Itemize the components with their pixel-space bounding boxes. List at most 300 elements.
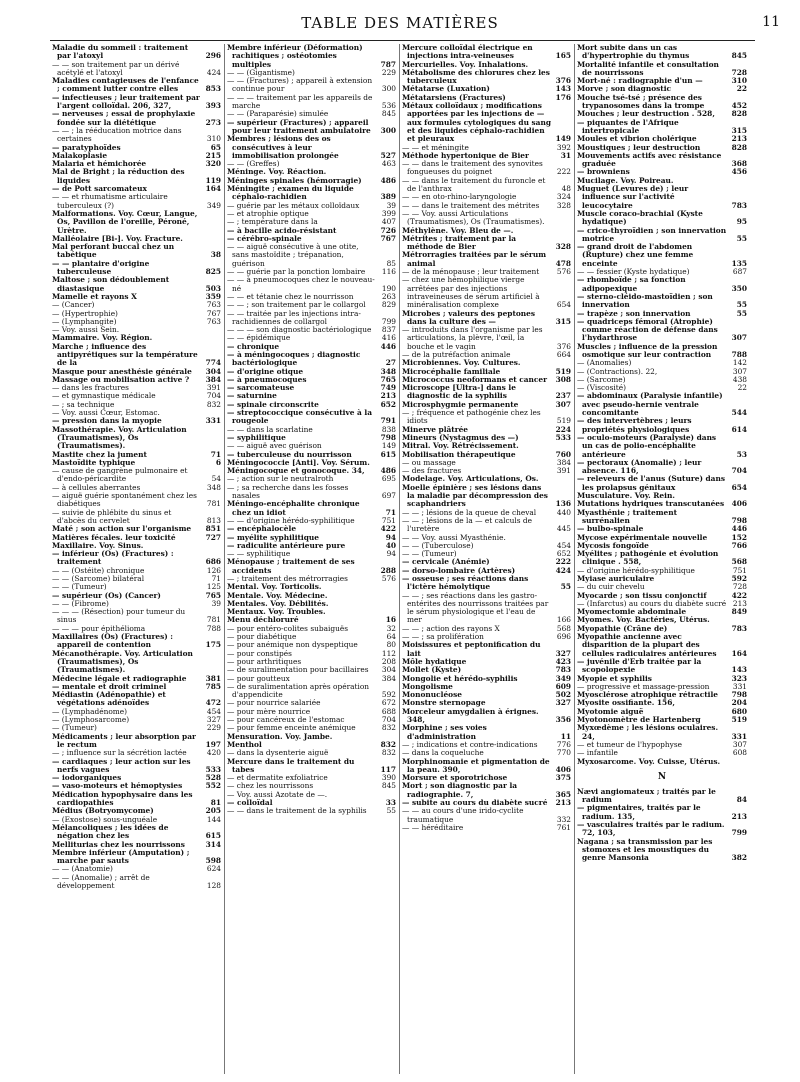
entry-page-ref: 165	[555, 51, 571, 61]
entry-text: — supérieur (Fractures) ; appareil pour leur traitement ambulatoire	[227, 117, 371, 135]
entry-text: — de la putréfaction animale	[402, 349, 511, 359]
entry-text: Membre inférieur (Déformation) rachitiques ; ostéotomies multiples	[227, 44, 363, 69]
entry-text: — — ; ses réactions dans les gastro-entérites des nourrissons traitées par le sérum physiologique et l'eau de mer	[402, 590, 549, 625]
entry-text: Mitral. Voy. Rétrécissement.	[402, 441, 519, 451]
entry-text: — quadriceps fémoral (Atrophie) comme réaction de défense dans l'hydarthrose	[577, 316, 718, 343]
entry-page-ref: 327	[206, 715, 221, 725]
index-entry	[52, 467, 221, 484]
entry-page-ref: 327	[555, 698, 571, 708]
index-entry	[52, 343, 221, 368]
entry-page-ref: 829	[381, 300, 396, 310]
entry-text: — — au cours d'une irido-cyclite traumatique	[402, 806, 524, 824]
entry-text: — (Viscosité)	[577, 383, 626, 393]
entry-text: — iodorganiques	[52, 773, 122, 783]
entry-page-ref: 672	[381, 698, 396, 708]
entry-text: — rhomboïde ; sa fonction adipopexique	[577, 275, 686, 293]
index-entry	[227, 77, 396, 94]
index-entry	[402, 782, 571, 799]
entry-page-ref: 94	[385, 532, 396, 542]
entry-page-ref: 368	[731, 159, 747, 169]
entry-text: Mineurs (Nystagmus des —)	[402, 432, 519, 442]
entry-text: — ; température dans la	[227, 217, 318, 227]
entry-page-ref: 27	[385, 358, 396, 368]
entry-text: Mort subite dans un cas d'hypertrophie du thymus	[577, 44, 690, 61]
entry-text: — à bacille acido-résistant	[227, 225, 337, 235]
entry-text: — (Anomalies)	[577, 358, 632, 368]
entry-text: — — et rhumatisme articulaire tuberculeux (?)	[52, 192, 168, 210]
entry-text: — — dans le traitement des métrites	[402, 200, 540, 210]
entry-page-ref: 128	[206, 880, 221, 890]
index-entry	[577, 94, 747, 111]
entry-page-ref: 452	[731, 101, 747, 111]
index-entry	[402, 235, 571, 252]
entry-text: Mal perforant buccal chez un tabétique	[52, 242, 175, 260]
entry-page-ref: 478	[555, 258, 571, 268]
index-entry	[577, 459, 747, 476]
entry-text: — — son traitement par un dérivé acétylé et l'atoxyl	[52, 59, 180, 77]
index-entry	[227, 310, 396, 327]
index-entry	[402, 517, 571, 534]
index-entry	[577, 227, 747, 244]
entry-page-ref: 446	[731, 524, 747, 534]
entry-page-ref: 454	[556, 540, 571, 550]
entry-page-ref: 519	[731, 715, 747, 725]
entry-page-ref: 783	[731, 623, 747, 633]
entry-text: — — Voy. aussi Myasthénie.	[402, 532, 506, 542]
entry-text: — dans la dysenterie aiguë	[227, 748, 329, 758]
entry-page-ref: 392	[556, 142, 571, 152]
entry-text: — pour entéro-colites subaiguës	[227, 623, 349, 633]
entry-text: — pour cancéreux de l'estomac	[227, 715, 345, 725]
entry-text: Maté ; son action sur l'organisme	[52, 524, 192, 534]
entry-page-ref: 695	[381, 474, 396, 484]
entry-text: Médicaments ; leur absorption par le rectum	[52, 731, 196, 749]
entry-text: Mensuration. Voy. Jambe.	[227, 731, 333, 741]
entry-text: — — (Fractures) ; appareil à extension continue pour	[227, 76, 373, 94]
entry-text: — pectoraux (Anomalie) ; leur absence. 116,	[577, 457, 702, 476]
entry-page-ref: 654	[731, 482, 747, 492]
index-entry	[577, 658, 747, 675]
entry-page-ref: 349	[555, 673, 571, 683]
entry-text: — de la ménopause ; leur traitement	[402, 267, 540, 277]
entry-text: Matières fécales. leur toxicité	[52, 532, 176, 542]
entry-text: — radiculite antérieure pure	[227, 540, 346, 550]
entry-page-ref: 365	[555, 789, 571, 799]
entry-page-ref: 307	[732, 366, 747, 376]
index-entry	[227, 409, 396, 426]
entry-text: Mercure colloïdal électrique en injections intra-veineuses	[402, 44, 533, 61]
entry-page-ref: 654	[556, 300, 571, 310]
entry-text: — — (Sarcome) bilatéral	[52, 574, 145, 583]
entry-page-ref: 16	[385, 615, 396, 625]
index-entry	[577, 343, 747, 360]
entry-page-ref: 213	[732, 598, 747, 608]
entry-page-ref: 770	[556, 748, 571, 758]
entry-page-ref: 135	[731, 258, 747, 268]
entry-text: — — (Fibrome)	[52, 598, 109, 608]
index-entry	[227, 558, 396, 575]
entry-page-ref: 849	[731, 607, 747, 617]
entry-text: — — ; action des rayons X	[402, 623, 500, 633]
entry-page-ref: 486	[380, 175, 396, 185]
entry-page-ref: 845	[731, 51, 747, 61]
entry-page-ref: 117	[380, 764, 396, 774]
entry-page-ref: 229	[381, 67, 396, 77]
index-entry	[52, 110, 221, 127]
entry-page-ref: 788	[206, 623, 221, 633]
entry-text: — et atrophie optique	[227, 208, 309, 218]
index-entry	[402, 592, 571, 625]
entry-text: — pour anémique non dyspeptique	[227, 640, 358, 650]
entry-page-ref: 331	[732, 681, 747, 691]
entry-text: — — dans la scarlatine	[227, 424, 313, 434]
entry-page-ref: 765	[380, 374, 396, 384]
entry-text: — — (Paraparésie) simulée	[227, 109, 329, 119]
entry-page-ref: 422	[380, 524, 396, 534]
entry-text: Myélites ; pathogénie et évolution clinique . 558,	[577, 549, 719, 567]
entry-text: Mental. Voy. Torticolis.	[227, 582, 322, 592]
entry-page-ref: 751	[381, 515, 396, 525]
entry-page-ref: 533	[205, 764, 221, 774]
entry-text: Musculature. Voy. Rein.	[577, 491, 675, 501]
entry-page-ref: 751	[732, 565, 747, 575]
entry-text: — paratyphoïdes	[52, 142, 121, 152]
entry-page-ref: 832	[380, 739, 396, 749]
entry-page-ref: 71	[385, 507, 396, 517]
index-entry	[52, 509, 221, 526]
entry-text: — pour diabétique	[227, 632, 297, 642]
entry-text: Monstre sternopage	[402, 698, 486, 708]
entry-page-ref: 119	[205, 175, 221, 185]
entry-text: Myotonomètre de Hartenberg	[577, 715, 701, 725]
entry-page-ref: 384	[205, 374, 221, 384]
index-entry	[52, 127, 221, 144]
entry-text: — chez une hémophilique vierge arrêtées par des injections intraveineuses de sérum artificiel à minéralisation complexe	[402, 275, 540, 310]
page-title: TABLE DES MATIÈRES	[301, 14, 499, 32]
entry-text: — — (Gigantisme)	[227, 67, 295, 77]
entry-page-ref: 381	[205, 673, 221, 683]
index-entry	[402, 69, 571, 86]
entry-text: Mélancoliques ; les idées de négation chez les	[52, 822, 169, 841]
entry-text: Moelle épinière ; ses lésions dans la maladie par décompression des scaphandriers	[402, 482, 548, 509]
index-entry	[52, 44, 221, 61]
entry-text: — — d'origine hérédo-syphilitique	[227, 515, 355, 525]
entry-page-ref: 828	[731, 142, 747, 152]
index-entry	[577, 633, 747, 658]
entry-page-ref: 726	[380, 225, 396, 235]
entry-text: — (Sarcome)	[577, 374, 626, 384]
entry-text: — de suralimentation après opération d'appendicite	[227, 681, 370, 700]
entry-page-ref: 359	[205, 291, 221, 301]
entry-text: Mongolie et hérédo-syphilis	[402, 673, 518, 683]
entry-page-ref: 393	[205, 101, 221, 111]
index-column	[50, 44, 225, 1074]
entry-page-ref: 445	[556, 524, 571, 534]
entry-page-ref: 328	[556, 200, 571, 210]
entry-page-ref: 406	[731, 499, 747, 509]
entry-text: Médication hypophysaire dans les cardiopathies	[52, 789, 193, 808]
entry-page-ref: 767	[206, 308, 221, 318]
index-columns	[50, 44, 760, 1074]
entry-text: — infectieuses ; leur traitement par l'argent colloïdal. 206, 327,	[52, 92, 200, 111]
entry-page-ref: 376	[555, 76, 571, 86]
entry-page-ref: 592	[381, 690, 396, 700]
entry-text: Moules et vibrion cholérique	[577, 134, 697, 144]
entry-page-ref: 423	[555, 656, 571, 666]
entry-page-ref: 389	[380, 192, 396, 202]
entry-text: Morve ; son diagnostic	[577, 84, 672, 94]
index-entry	[227, 119, 396, 136]
entry-text: Marche ; influence des antipyrétiques sur la température de la	[52, 341, 198, 368]
entry-text: — infantile	[577, 748, 618, 758]
entry-page-ref: 33	[385, 798, 396, 808]
page-header	[0, 14, 800, 38]
entry-text: Ménopause ; traitement de ses accidents	[227, 557, 355, 575]
entry-page-ref: 288	[380, 565, 396, 575]
entry-text: Maladies contagieuses de l'enfance ; comment lutter contre elles	[52, 76, 199, 94]
entry-page-ref: 22	[736, 84, 747, 94]
index-column	[400, 44, 575, 1074]
index-entry	[227, 484, 396, 501]
entry-page-ref: 382	[731, 853, 747, 863]
entry-text: — — syphilitique	[227, 549, 291, 559]
entry-text: — à pneumocoques	[227, 374, 307, 384]
entry-page-ref: 728	[731, 67, 747, 77]
index-entry	[52, 791, 221, 808]
entry-page-ref: 136	[555, 499, 571, 509]
entry-text: Morphinomanie et pigmentation de la peau. 390,	[402, 756, 550, 774]
entry-text: Microbiennes. Voy. Cultures.	[402, 358, 521, 368]
entry-page-ref: 205	[205, 806, 221, 816]
entry-text: Nagana ; sa transmission par les stomoxes et les moustiques du genre Mansonia	[577, 836, 713, 863]
entry-text: — — plantaire d'origine tuberculeuse	[52, 258, 150, 277]
index-entry	[577, 758, 747, 766]
entry-page-ref: 324	[556, 192, 571, 202]
entry-page-ref: 81	[210, 798, 221, 808]
entry-text: — (Lymphosarcome)	[52, 715, 130, 725]
entry-page-ref: 598	[205, 856, 221, 866]
index-entry	[52, 758, 221, 775]
entry-page-ref: 832	[206, 399, 221, 409]
entry-page-ref: 687	[732, 267, 747, 277]
entry-text: — — fessier (Kyste hydatique)	[577, 267, 690, 277]
entry-text: Métatarsiens (Fractures)	[402, 92, 506, 102]
entry-page-ref: 310	[206, 134, 221, 144]
index-entry	[227, 135, 396, 160]
entry-text: — inférieur (Os) (Fractures) : traitement	[52, 549, 174, 567]
entry-text: — — — son diagnostic bactériologique	[227, 325, 372, 335]
entry-text: — sarcomateuse	[227, 383, 295, 393]
entry-page-ref: 94	[386, 549, 396, 559]
index-entry	[227, 243, 396, 268]
entry-text: Modelage. Voy. Articulations, Os.	[402, 474, 539, 484]
entry-page-ref: 416	[381, 333, 396, 343]
index-entry	[402, 160, 571, 177]
entry-text: — — — pour épithélioma	[52, 623, 146, 633]
index-column	[575, 44, 750, 1074]
entry-page-ref: 391	[556, 466, 571, 476]
index-entry	[402, 484, 571, 509]
entry-page-ref: 71	[210, 449, 221, 459]
entry-text: Microscope [Ultra-] dans le diagnostic de la syphilis	[402, 383, 516, 401]
entry-text: Myomectomie abdominale	[577, 607, 687, 617]
index-entry	[52, 210, 221, 235]
entry-page-ref: 215	[205, 150, 221, 160]
entry-text: — cardiaques ; leur action sur les nerfs vagues	[52, 756, 191, 774]
entry-text: — — traitée par les injections intra-rachidiennes de collargol	[227, 308, 361, 326]
entry-text: — — dans le traitement du furoncle et de l'anthrax	[402, 175, 546, 194]
entry-page-ref: 799	[381, 316, 396, 326]
index-entry	[227, 500, 396, 517]
entry-page-ref: 424	[555, 565, 571, 575]
entry-text: — progressive et massage-pression	[577, 681, 710, 691]
entry-page-ref: 614	[731, 424, 747, 434]
entry-text: — cause de gangrène pulmonaire et d'endo-péricardite	[52, 466, 188, 484]
entry-page-ref: 190	[381, 283, 396, 293]
entry-page-ref: 229	[206, 723, 221, 733]
entry-page-ref: 533	[555, 432, 571, 442]
entry-text: — pour constipés	[227, 648, 292, 658]
entry-text: Mycose expérimentale nouvelle	[577, 532, 708, 542]
entry-page-ref: 149	[555, 134, 571, 144]
entry-page-ref: 704	[381, 715, 396, 725]
entry-text: Mécanothérapie. Voy. Articulation (Traumatismes), Os (Traumatismes).	[52, 648, 193, 675]
index-entry	[402, 177, 571, 194]
entry-text: — Voy. aussi Cœur, Estomac.	[52, 408, 160, 418]
entry-page-ref: 399	[381, 208, 396, 218]
entry-text: Mucilage. Voy. Poireau.	[577, 175, 674, 185]
entry-text: — pigmentaires, traités par le radium. 135,	[577, 803, 701, 821]
entry-page-ref: 798	[380, 432, 396, 442]
entry-text: Médecine légale et radiographie	[52, 673, 187, 683]
entry-page-ref: 296	[205, 51, 221, 61]
entry-page-ref: 813	[206, 515, 221, 525]
index-entry	[52, 849, 221, 866]
entry-page-ref: 54	[211, 474, 221, 484]
entry-page-ref: 761	[556, 822, 571, 832]
entry-text: — pour femme enceinte anémique	[227, 723, 356, 733]
entry-text: — à méningocoques ; diagnostic bactériologique	[227, 349, 361, 368]
entry-page-ref: 456	[731, 167, 747, 177]
entry-page-ref: 300	[380, 125, 396, 135]
entry-page-ref: 164	[731, 648, 747, 658]
entry-page-ref: 454	[206, 706, 221, 716]
entry-text: Myiase auriculaire	[577, 574, 655, 583]
index-entry	[577, 243, 747, 268]
entry-text: — saturnine	[227, 391, 277, 401]
entry-text: Maxillaires (Os) (Fractures) : appareil de contention	[52, 632, 174, 650]
entry-text: — syphilitique	[227, 432, 286, 442]
entry-page-ref: 832	[381, 723, 396, 733]
entry-text: — à cellules aberrantes	[52, 482, 141, 492]
entry-page-ref: 776	[556, 739, 571, 749]
entry-text: Microsphygmie permanente	[402, 399, 519, 409]
entry-page-ref: 781	[206, 499, 221, 509]
index-entry	[577, 276, 747, 293]
entry-text: — — — traitement par les appareils de marche	[227, 92, 373, 111]
entry-text: — browniens	[577, 167, 630, 177]
index-entry	[402, 310, 571, 327]
entry-text: — — (Tumeur)	[52, 582, 107, 592]
entry-text: — oculo-moteurs (Paralysie) dans un cas de polio-encéphalite antérieure	[577, 432, 717, 459]
entry-text: Membre inférieur (Amputation) ; marche par sauts	[52, 847, 190, 866]
index-entry	[402, 824, 571, 832]
entry-text: — ; indications et contre-indications	[402, 739, 538, 749]
entry-text: Malakoplasie	[52, 150, 108, 160]
entry-page-ref: 446	[380, 341, 396, 351]
index-entry	[227, 276, 396, 293]
index-entry	[577, 119, 747, 136]
entry-page-ref: 166	[556, 615, 571, 625]
entry-text: Mobilisation thérapeutique	[402, 449, 516, 459]
entry-text: — (Lymphangite)	[52, 316, 117, 326]
entry-text: — pour nourrice salariée	[227, 698, 321, 708]
entry-text: Mastoïdite typhique	[52, 457, 136, 467]
entry-text: Membres ; lésions des os consécutives à leur immobilisation prolongée	[227, 134, 339, 160]
entry-text: Myosclérose atrophique rétractile	[577, 690, 718, 700]
entry-text: — Voy. aussi Sein.	[52, 325, 120, 335]
index-entry	[52, 168, 221, 185]
entry-page-ref: 273	[205, 117, 221, 127]
entry-text: — nerveuses ; essai de prophylaxie fondée sur la diététique	[52, 109, 196, 127]
entry-page-ref: 375	[555, 773, 571, 783]
entry-page-ref: 315	[731, 125, 747, 135]
entry-page-ref: 6	[215, 457, 221, 467]
index-column	[225, 44, 400, 1074]
entry-page-ref: 544	[731, 408, 747, 418]
entry-page-ref: 197	[205, 739, 221, 749]
entry-text: Melliturias chez les nourrissons	[52, 839, 185, 849]
entry-text: Maxillaire. Voy. Sinus.	[52, 540, 144, 550]
index-entry	[227, 351, 396, 368]
entry-text: Mouche tsé-tsé ; présence des trypanosomes dans la trompe	[577, 92, 705, 111]
index-entry	[577, 210, 747, 227]
entry-page-ref: 472	[205, 698, 221, 708]
entry-text: — — héréditaire	[402, 822, 464, 832]
page-number: 11	[762, 14, 780, 30]
entry-page-ref: 527	[380, 150, 396, 160]
entry-text: — sterno-cléido-mastoïdien ; son innervation	[577, 291, 713, 310]
entry-text: — pour mère nourrice	[227, 706, 311, 716]
entry-page-ref: 55	[736, 233, 747, 243]
entry-text: Microbes ; valeurs des peptones dans la culture des —	[402, 308, 536, 326]
entry-text: — — ; lésions de la — et calculs de l'uretère	[402, 515, 532, 534]
index-entry	[577, 804, 747, 821]
entry-text: — mentale et droit criminel	[52, 681, 167, 691]
entry-text: — piquantes de l'Afrique intertropicale	[577, 117, 679, 135]
entry-page-ref: 308	[555, 374, 571, 384]
entry-page-ref: 652	[556, 549, 571, 559]
entry-page-ref: 704	[731, 466, 747, 476]
entry-text: Mercure dans le traitement du tabes	[227, 756, 355, 774]
entry-page-ref: 519	[555, 366, 571, 376]
entry-text: Malléolaire [Bi-]. Voy. Fracture.	[52, 233, 183, 243]
entry-text: — crico-thyroïdien ; son innervation motrice	[577, 225, 727, 243]
index-entry	[227, 94, 396, 111]
entry-text: Mortalité infantile et consultation de nourrissons	[577, 59, 719, 77]
entry-page-ref: 420	[206, 748, 221, 758]
entry-page-ref: 144	[206, 814, 221, 824]
entry-text: Méningococcie [Anti]. Voy. Sérum.	[227, 457, 370, 467]
entry-text: Mononucléose	[402, 690, 462, 700]
entry-page-ref: 798	[731, 690, 747, 700]
entry-page-ref: 213	[555, 798, 571, 808]
entry-page-ref: 696	[556, 632, 571, 642]
entry-page-ref: 237	[555, 391, 571, 401]
entry-page-ref: 350	[731, 283, 747, 293]
entry-page-ref: 391	[206, 383, 221, 393]
entry-page-ref: 40	[385, 540, 396, 550]
